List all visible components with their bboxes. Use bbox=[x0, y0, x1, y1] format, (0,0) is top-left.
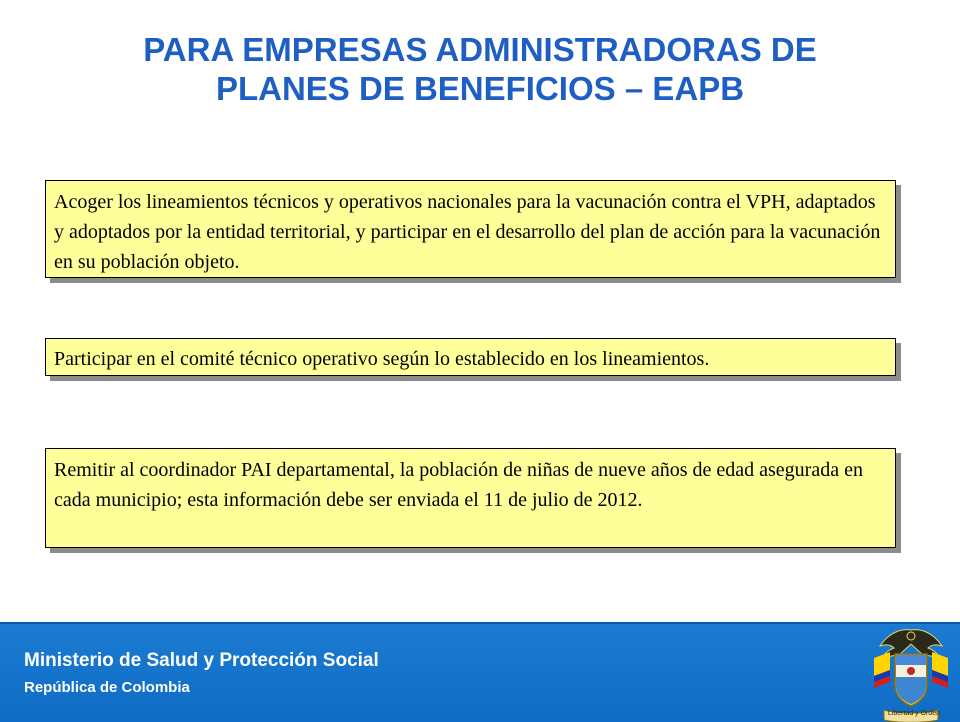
title-line-1: PARA EMPRESAS ADMINISTRADORAS DE bbox=[143, 31, 817, 68]
motto-label: Libertad y Orden bbox=[887, 710, 941, 717]
footer-bar bbox=[0, 622, 960, 722]
colombia-coat-of-arms-icon bbox=[866, 624, 956, 722]
text-box-2: Participar en el comité técnico operativo según lo establecido en los lineamientos. bbox=[45, 338, 896, 376]
title-line-2: PLANES DE BENEFICIOS – EAPB bbox=[215, 70, 745, 107]
text-box-3: Remitir al coordinador PAI departamental, la población de niñas de nueve años de edad asegurada en cada municipio; esta información debe ser enviada el 11 de julio de 2012. bbox=[45, 448, 896, 548]
country-name: República de Colombia bbox=[24, 679, 190, 696]
ministry-name: Ministerio de Salud y Protección Social bbox=[24, 650, 379, 671]
text-box-1: Acoger los lineamientos técnicos y operativos nacionales para la vacunación contra el VPH, adaptados y adoptados por la entidad territorial, y participar en el desarrollo del plan de acción para la vacunación en su población objeto. bbox=[45, 180, 896, 278]
page-title bbox=[40, 30, 920, 108]
